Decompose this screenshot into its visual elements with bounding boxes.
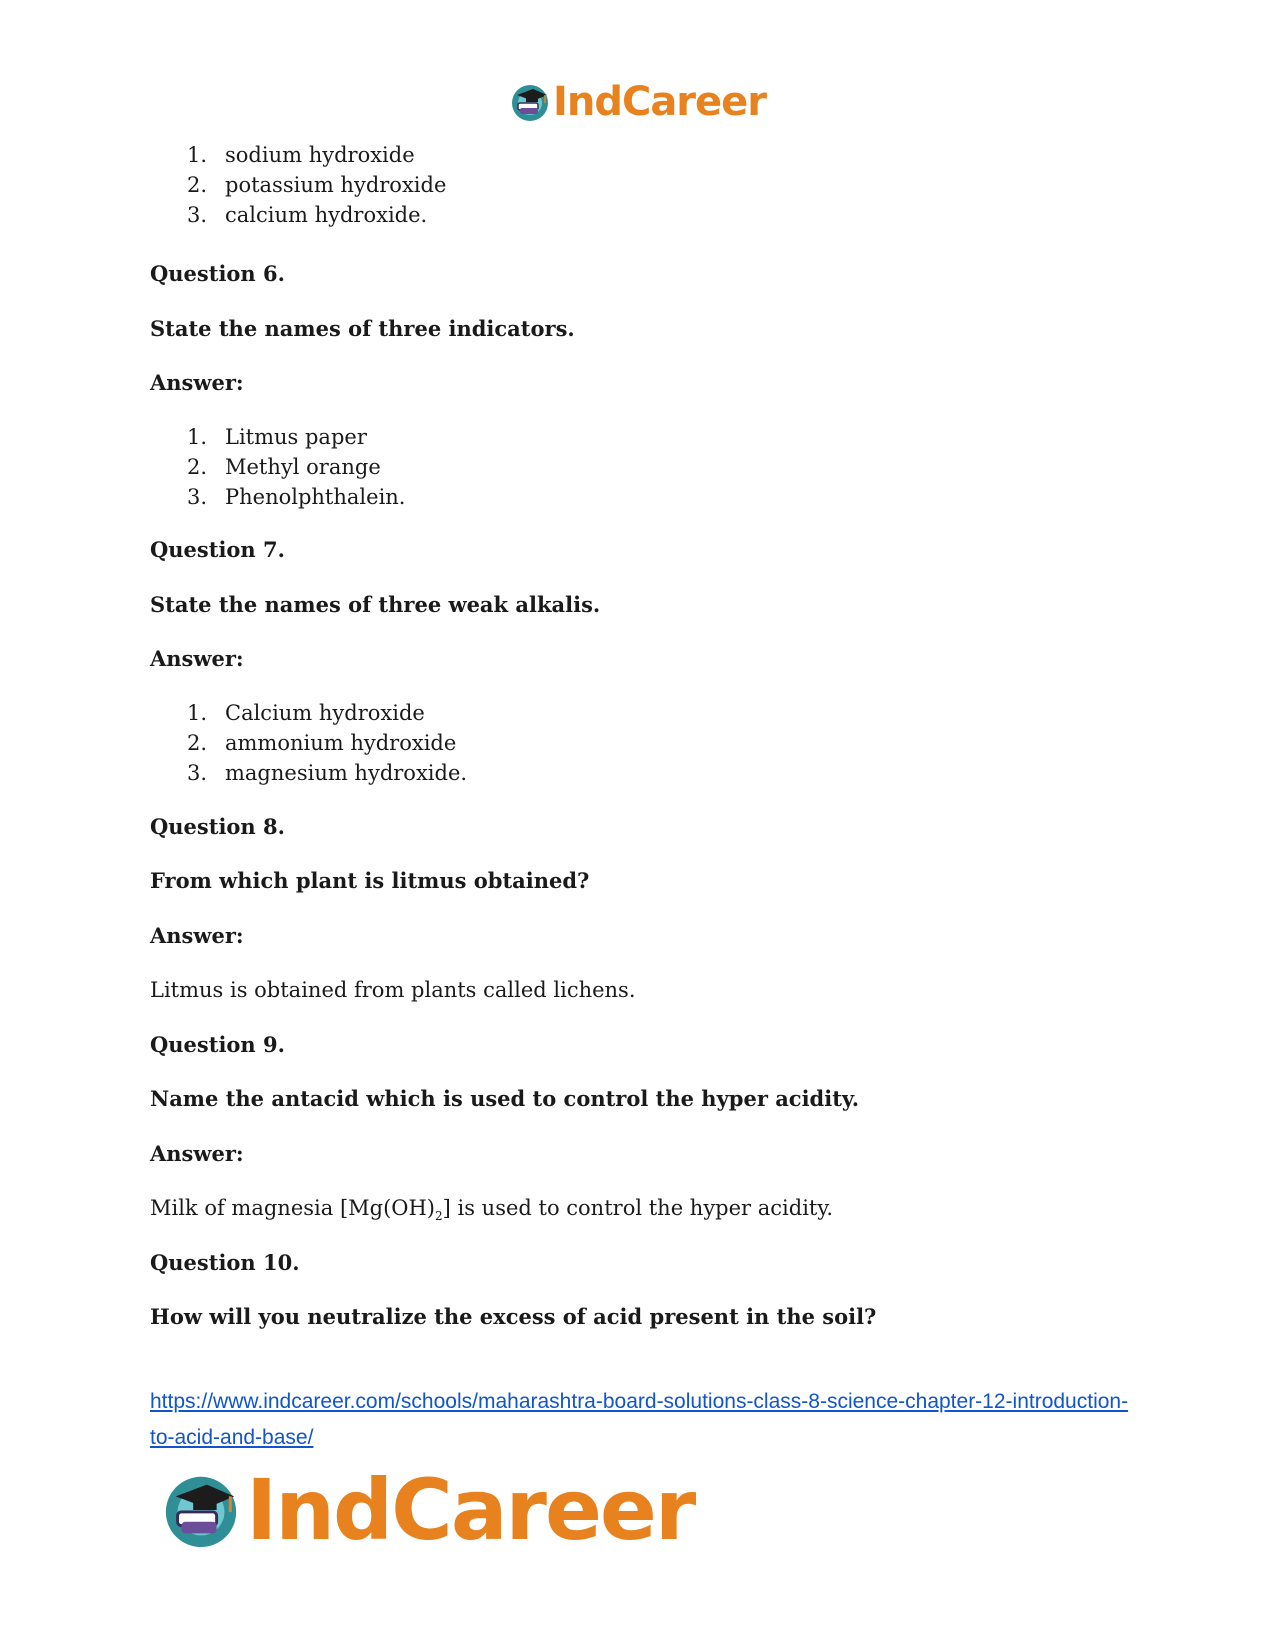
indcareer-emblem-icon bbox=[160, 1469, 242, 1551]
question-6-answer-list bbox=[187, 422, 405, 512]
list-item: 1. Calcium hydroxide bbox=[187, 701, 425, 725]
question-7-text: State the names of three weak alkalis. bbox=[150, 592, 601, 617]
question-8-label: Question 8. bbox=[150, 814, 285, 839]
list-item: 2. Methyl orange bbox=[187, 455, 381, 479]
question-6-answer-label: Answer: bbox=[150, 370, 244, 395]
question-8-text: From which plant is litmus obtained? bbox=[150, 868, 590, 893]
source-link[interactable]: https://www.indcareer.com/schools/maharashtra-board-solutions-class-8-science-chapter-12-introduction-to-acid-and-base/ bbox=[150, 1390, 1129, 1449]
list-item: 1. Litmus paper bbox=[187, 425, 367, 449]
question-9-text: Name the antacid which is used to control the hyper acidity. bbox=[150, 1086, 860, 1111]
list-item: 3. Phenolphthalein. bbox=[187, 485, 406, 509]
top-list bbox=[187, 140, 446, 230]
question-8-answer-label: Answer: bbox=[150, 923, 244, 948]
list-item: 2. potassium hydroxide bbox=[187, 173, 447, 197]
brand-name: IndCareer bbox=[552, 79, 767, 125]
question-6-label: Question 6. bbox=[150, 261, 285, 286]
question-8-answer: Litmus is obtained from plants called lichens. bbox=[150, 978, 636, 1002]
brand-name: IndCareer bbox=[246, 1461, 695, 1559]
header-logo bbox=[0, 78, 1275, 126]
question-9-answer-label: Answer: bbox=[150, 1141, 244, 1166]
question-6-text: State the names of three indicators. bbox=[150, 316, 575, 341]
question-10-text: How will you neutralize the excess of acid present in the soil? bbox=[150, 1304, 877, 1329]
list-item: 1. sodium hydroxide bbox=[187, 143, 415, 167]
question-7-answer-label: Answer: bbox=[150, 646, 244, 671]
list-item: 2. ammonium hydroxide bbox=[187, 731, 457, 755]
question-7-answer-list bbox=[187, 698, 467, 788]
question-10-label: Question 10. bbox=[150, 1250, 300, 1275]
footer-logo bbox=[160, 1461, 695, 1559]
brand-logo bbox=[509, 79, 766, 125]
list-item: 3. calcium hydroxide. bbox=[187, 203, 428, 227]
question-7-label: Question 7. bbox=[150, 537, 285, 562]
indcareer-emblem-icon bbox=[509, 81, 551, 123]
question-9-answer: Milk of magnesia $[Mg(OH)_2]$ is used to control the hyper acidity. bbox=[150, 1196, 834, 1224]
question-9-label: Question 9. bbox=[150, 1032, 285, 1057]
list-item: 3. magnesium hydroxide. bbox=[187, 761, 468, 785]
